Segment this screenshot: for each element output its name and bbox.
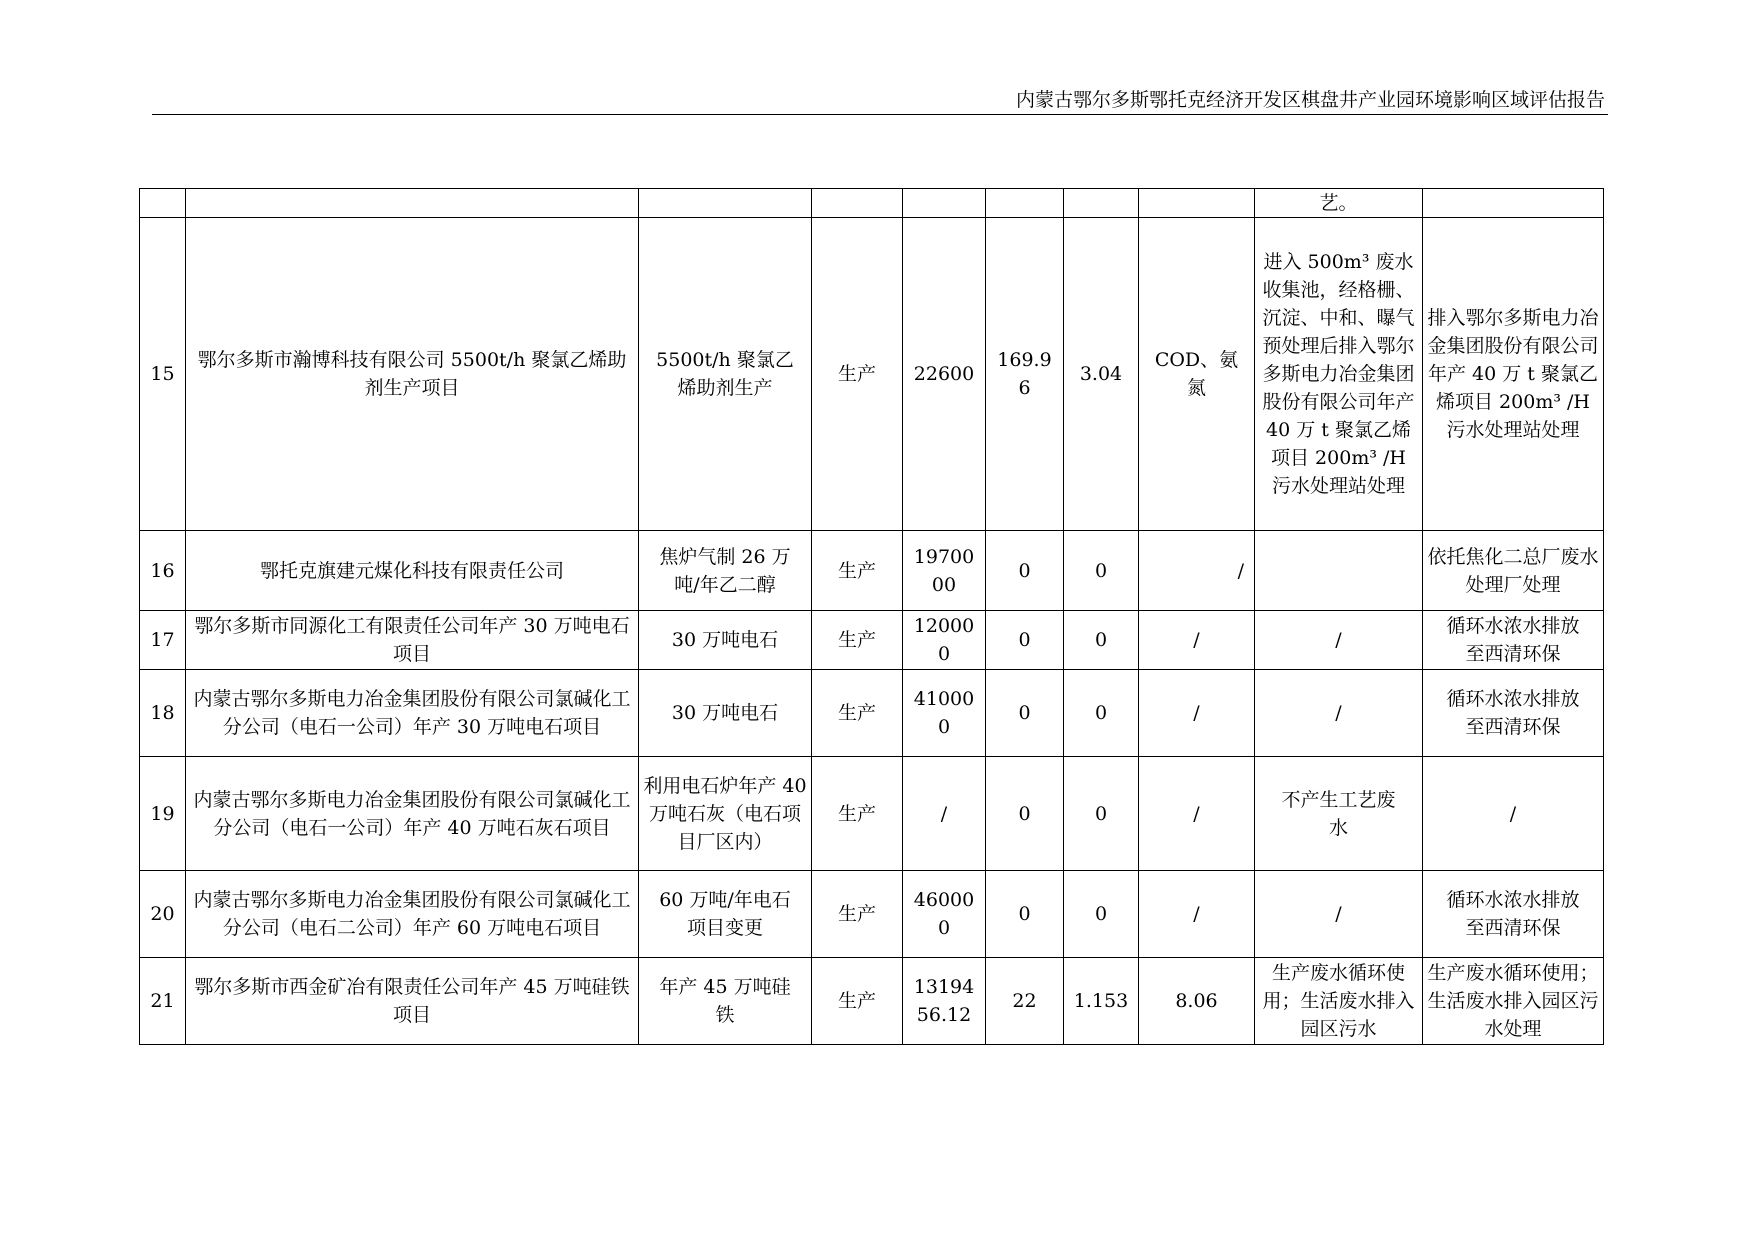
cell-value-b	[1064, 189, 1139, 218]
cell-product: 30 万吨电石	[639, 611, 812, 670]
cell-pollutant: 8.06	[1139, 958, 1255, 1045]
cell-value-b: 0	[1064, 611, 1139, 670]
cell-treatment: 进入 500m³ 废水收集池，经格栅、沉淀、中和、曝气预处理后排入鄂尔多斯电力冶金集团股份有限公司年产 40 万 t 聚氯乙烯项目 200m³ /H 污水处理站处理	[1255, 218, 1423, 531]
cell-value-a: 0	[986, 611, 1064, 670]
project-table	[139, 188, 1604, 1045]
cell-value-a: 0	[986, 871, 1064, 958]
cell-product: 5500t/h 聚氯乙 烯助剂生产	[639, 218, 812, 531]
cell-value-b: 0	[1064, 670, 1139, 757]
cell-value-a: 0	[986, 670, 1064, 757]
table-row	[140, 611, 1604, 670]
cell-status: 生产	[812, 958, 903, 1045]
cell-pollutant	[1139, 189, 1255, 218]
cell-status: 生产	[812, 757, 903, 871]
table-row	[140, 670, 1604, 757]
cell-status: 生产	[812, 218, 903, 531]
cell-water-volume: 19700 00	[903, 531, 986, 611]
cell-project-name: 内蒙古鄂尔多斯电力冶金集团股份有限公司氯碱化工分公司（电石一公司）年产 40 万吨石灰石项目	[186, 757, 639, 871]
cell-value-a: 22	[986, 958, 1064, 1045]
cell-index: 19	[140, 757, 186, 871]
cell-value-b: 3.04	[1064, 218, 1139, 531]
table-row	[140, 757, 1604, 871]
cell-index: 17	[140, 611, 186, 670]
cell-discharge: 循环水浓水排放 至西清环保	[1423, 670, 1604, 757]
cell-water-volume: 13194 56.12	[903, 958, 986, 1045]
cell-treatment: 生产废水循环使用；生活废水排入园区污水	[1255, 958, 1423, 1045]
cell-discharge: 循环水浓水排放 至西清环保	[1423, 611, 1604, 670]
cell-pollutant: /	[1139, 757, 1255, 871]
cell-pollutant: COD、氨 氮	[1139, 218, 1255, 531]
cell-treatment	[1255, 531, 1423, 611]
cell-pollutant: /	[1139, 611, 1255, 670]
cell-product: 60 万吨/年电石 项目变更	[639, 871, 812, 958]
cell-status	[812, 189, 903, 218]
cell-value-b: 0	[1064, 531, 1139, 611]
cell-value-a: 169.9 6	[986, 218, 1064, 531]
cell-product: 30 万吨电石	[639, 670, 812, 757]
cell-treatment: 不产生工艺废 水	[1255, 757, 1423, 871]
cell-index: 21	[140, 958, 186, 1045]
cell-project-name: 鄂托克旗建元煤化科技有限责任公司	[186, 531, 639, 611]
cell-discharge: 循环水浓水排放 至西清环保	[1423, 871, 1604, 958]
cell-product	[639, 189, 812, 218]
cell-status: 生产	[812, 670, 903, 757]
cell-treatment: 艺。	[1255, 189, 1423, 218]
table-row	[140, 218, 1604, 531]
table-row-continuation	[140, 189, 1604, 218]
cell-product: 焦炉气制 26 万 吨/年乙二醇	[639, 531, 812, 611]
cell-project-name: 鄂尔多斯市同源化工有限责任公司年产 30 万吨电石项目	[186, 611, 639, 670]
cell-index: 16	[140, 531, 186, 611]
cell-value-b: 0	[1064, 871, 1139, 958]
table-row	[140, 871, 1604, 958]
cell-index: 20	[140, 871, 186, 958]
table-row	[140, 531, 1604, 611]
cell-pollutant: /	[1139, 531, 1255, 611]
cell-product: 利用电石炉年产 40 万吨石灰（电石项目厂区内）	[639, 757, 812, 871]
cell-status: 生产	[812, 871, 903, 958]
table-row	[140, 958, 1604, 1045]
cell-discharge: 生产废水循环使用；生活废水排入园区污水处理	[1423, 958, 1604, 1045]
cell-project-name	[186, 189, 639, 218]
cell-status: 生产	[812, 611, 903, 670]
cell-water-volume: 22600	[903, 218, 986, 531]
cell-product: 年产 45 万吨硅 铁	[639, 958, 812, 1045]
cell-pollutant: /	[1139, 871, 1255, 958]
cell-treatment: /	[1255, 670, 1423, 757]
cell-water-volume: 46000 0	[903, 871, 986, 958]
cell-discharge: 排入鄂尔多斯电力冶金集团股份有限公司年产 40 万 t 聚氯乙烯项目 200m³ /H 污水处理站处理	[1423, 218, 1604, 531]
cell-discharge: 依托焦化二总厂废水处理厂处理	[1423, 531, 1604, 611]
cell-value-b: 0	[1064, 757, 1139, 871]
cell-pollutant: /	[1139, 670, 1255, 757]
page-header-title: 内蒙古鄂尔多斯鄂托克经济开发区棋盘井产业园环境影响区域评估报告	[1015, 89, 1605, 111]
cell-water-volume: 12000 0	[903, 611, 986, 670]
cell-treatment: /	[1255, 871, 1423, 958]
cell-treatment: /	[1255, 611, 1423, 670]
cell-water-volume: 41000 0	[903, 670, 986, 757]
cell-water-volume	[903, 189, 986, 218]
cell-index: 18	[140, 670, 186, 757]
cell-status: 生产	[812, 531, 903, 611]
cell-project-name: 鄂尔多斯市瀚博科技有限公司 5500t/h 聚氯乙烯助剂生产项目	[186, 218, 639, 531]
cell-value-a: 0	[986, 531, 1064, 611]
cell-project-name: 鄂尔多斯市西金矿冶有限责任公司年产 45 万吨硅铁项目	[186, 958, 639, 1045]
cell-value-a	[986, 189, 1064, 218]
cell-project-name: 内蒙古鄂尔多斯电力冶金集团股份有限公司氯碱化工分公司（电石一公司）年产 30 万吨电石项目	[186, 670, 639, 757]
cell-discharge	[1423, 189, 1604, 218]
cell-value-a: 0	[986, 757, 1064, 871]
cell-value-b: 1.153	[1064, 958, 1139, 1045]
cell-index: 15	[140, 218, 186, 531]
cell-index	[140, 189, 186, 218]
cell-discharge: /	[1423, 757, 1604, 871]
cell-project-name: 内蒙古鄂尔多斯电力冶金集团股份有限公司氯碱化工分公司（电石二公司）年产 60 万吨电石项目	[186, 871, 639, 958]
header-rule	[152, 114, 1608, 115]
cell-water-volume: /	[903, 757, 986, 871]
